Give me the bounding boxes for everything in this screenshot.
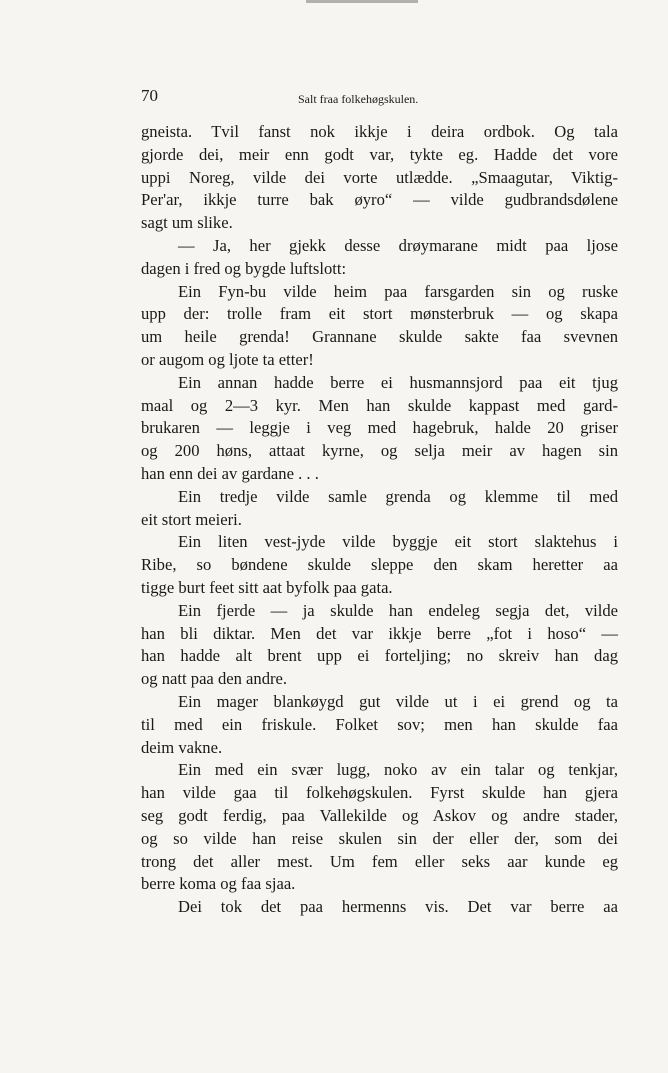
text-line: — Ja, her gjekk desse drøymarane midt paa ljose	[178, 235, 618, 255]
text-line: sagt um slike.	[141, 213, 233, 233]
text-line: Ein mager blankøygd gut vilde ut i ei grend og ta	[178, 691, 618, 711]
text-line: gneista. Tvil fanst nok ikkje i deira ordbok. Og tala	[141, 122, 618, 141]
page-header	[141, 86, 618, 110]
text-line: han vilde gaa til folkehøgskulen. Fyrst skulde han gjera	[141, 783, 618, 803]
text-line: trong det aller mest. Um fem eller seks aar kunde eg	[141, 851, 618, 871]
text-line: han bli diktar. Men det var ikkje berre „fot i hoso“ —	[141, 623, 618, 643]
body-text	[141, 121, 618, 919]
text-line: Ein Fyn-bu vilde heim paa farsgarden sin og ruske	[178, 281, 618, 301]
text-line: og so vilde han reise skulen sin der eller der, som dei	[141, 828, 618, 848]
text-line: han enn dei av gardane . . .	[141, 463, 319, 483]
text-line: seg godt ferdig, paa Vallekilde og Askov og andre stader,	[141, 805, 618, 825]
text-line: og 200 høns, attaat kyrne, og selja meir av hagen sin	[141, 441, 618, 461]
text-line: Ein tredje vilde samle grenda og klemme til med	[178, 486, 618, 506]
text-line: og natt paa den andre.	[141, 669, 288, 689]
text-line: uppi Noreg, vilde dei vorte utlædde. „Smaagutar, Viktig-	[141, 167, 618, 187]
text-line: eit stort meieri.	[141, 509, 242, 529]
text-line: um heile grenda! Grannane skulde sakte faa svevnen	[141, 327, 618, 347]
scan-artifact	[306, 0, 418, 3]
text-line: han hadde alt brent upp ei forteljing; no skreiv han dag	[141, 646, 618, 666]
text-line: upp der: trolle fram eit stort mønsterbruk — og skapa	[141, 304, 618, 324]
text-line: tigge burt feet sitt aat byfolk paa gata.	[141, 577, 393, 597]
text-line: deim vakne.	[141, 737, 223, 757]
page-number: 70	[141, 86, 158, 105]
text-line: brukaren — leggje i veg med hagebruk, halde 20 griser	[141, 418, 618, 438]
text-line: Ein annan hadde berre ei husmannsjord paa eit tjug	[178, 372, 618, 392]
text-line: Ein fjerde — ja skulde han endeleg segja det, vilde	[178, 600, 618, 620]
running-title: Salt fraa folkehøgskulen.	[298, 92, 419, 106]
text-line: til med ein friskule. Folket sov; men han skulde faa	[141, 714, 618, 734]
text-line: maal og 2—3 kyr. Men han skulde kappast med gard-	[141, 395, 618, 415]
text-line: dagen i fred og bygde luftslott:	[141, 258, 347, 278]
text-line: Ribe, so bøndene skulde sleppe den skam heretter aa	[141, 555, 618, 575]
text-line: or augom og ljote ta etter!	[141, 349, 314, 369]
text-line: berre koma og faa sjaa.	[141, 874, 296, 894]
text-line: Dei tok det paa hermenns vis. Det var berre aa	[178, 897, 618, 917]
text-line: Ein med ein svær lugg, noko av ein talar og tenkjar,	[178, 760, 618, 780]
text-line: Per'ar, ikkje turre bak øyro“ — vilde gudbrandsdølene	[141, 190, 618, 210]
text-line: Ein liten vest-jyde vilde byggje eit stort slaktehus i	[178, 532, 618, 552]
text-line: gjorde dei, meir enn godt var, tykte eg. Hadde det vore	[141, 144, 618, 164]
